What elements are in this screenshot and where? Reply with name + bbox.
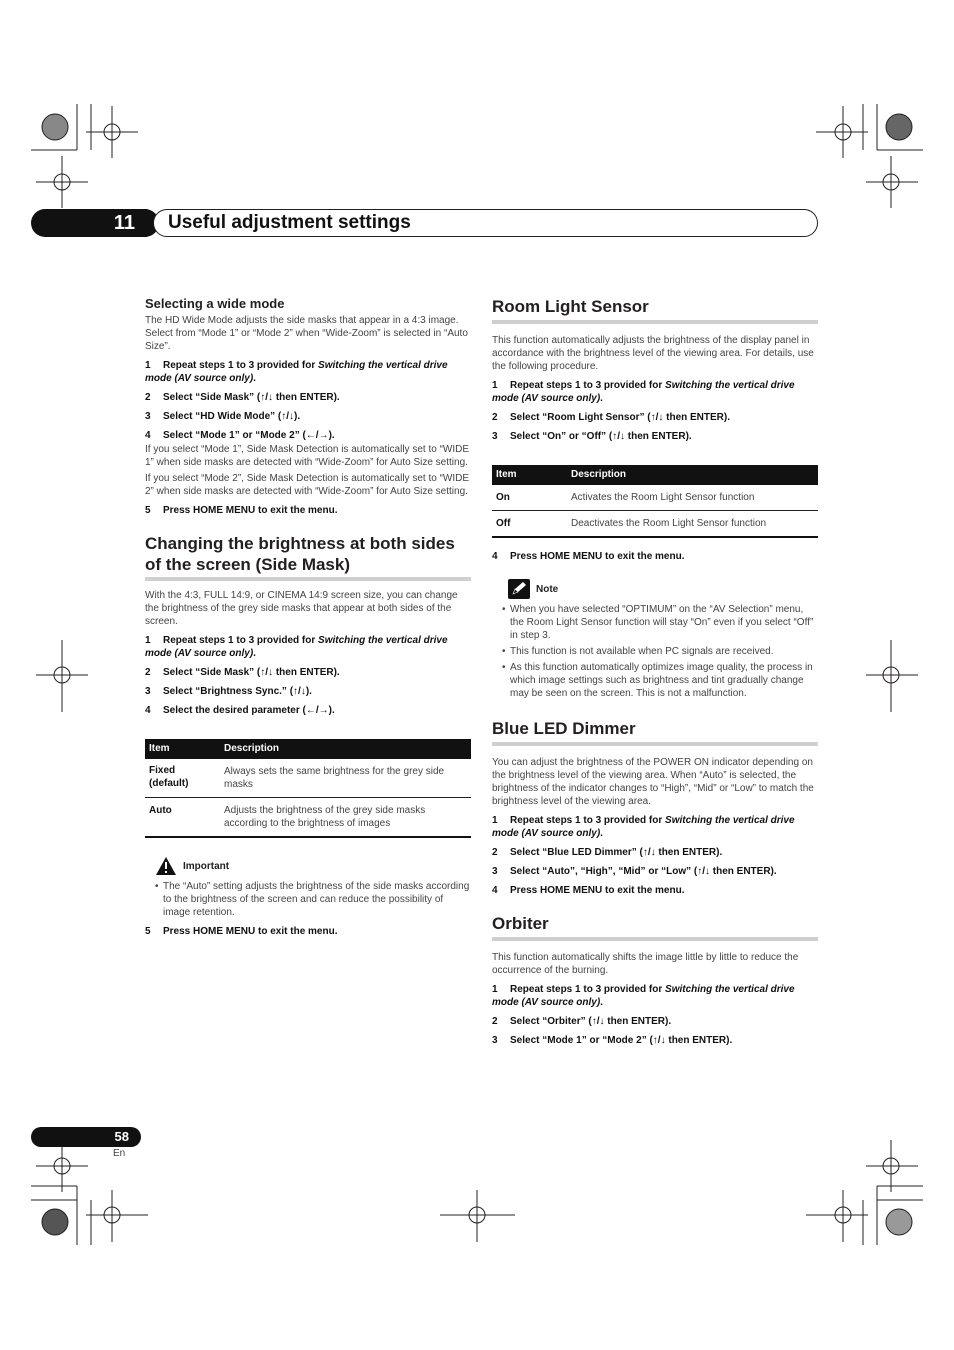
cross-reference: Switching the vertical drive mode (AV source only): [145, 360, 448, 384]
important-bullet: • The “Auto” setting adjusts the brightness of the side masks according to the brightness of the screen and can reduce the possibility of image retention.: [145, 880, 471, 919]
important-heading: [145, 856, 471, 876]
step: 2 Select “Room Light Sensor” (↑/↓ then ENTER).: [492, 412, 731, 423]
orbiter-heading: Orbiter: [492, 913, 818, 941]
table-header: Description: [220, 739, 471, 759]
note-heading: [492, 579, 818, 599]
room-light-heading: Room Light Sensor: [492, 296, 818, 324]
room-light-section: [492, 296, 818, 700]
orbiter-intro: This function automatically shifts the image little by little to reduce the occurrence of the burning.: [492, 952, 799, 976]
step: 3 Select “Mode 1” or “Mode 2” (↑/↓ then ENTER).: [492, 1035, 733, 1046]
step: 2 Select “Orbiter” (↑/↓ then ENTER).: [492, 1016, 672, 1027]
table-cell: Activates the Room Light Sensor function: [567, 485, 818, 511]
step: 2 Select “Side Mask” (↑/↓ then ENTER).: [145, 667, 340, 678]
table-cell: Always sets the same brightness for the grey side masks: [220, 759, 471, 798]
page-language: En: [113, 1148, 126, 1159]
step: 3 Select “On” or “Off” (↑/↓ then ENTER).: [492, 431, 692, 442]
step: 3 Select “Auto”, “High”, “Mid” or “Low” (↑/↓ then ENTER).: [492, 866, 777, 877]
table-header: Item: [492, 465, 567, 485]
left-column: [145, 296, 471, 944]
table-cell: Auto: [145, 798, 220, 838]
chapter-number: 11: [31, 209, 147, 237]
cross-reference: Switching the vertical drive mode (AV source only): [492, 815, 795, 839]
table-header-row: [145, 739, 471, 759]
right-column: [492, 296, 818, 1053]
room-light-table: [492, 465, 818, 538]
table-row: [492, 511, 818, 538]
step: 1 Repeat steps 1 to 3 provided for Switching the vertical drive mode (AV source only).: [145, 360, 448, 384]
warning-icon: [155, 856, 177, 876]
step: 5 Press HOME MENU to exit the menu.: [145, 926, 338, 937]
step: 1 Repeat steps 1 to 3 provided for Switching the vertical drive mode (AV source only).: [492, 984, 795, 1008]
wide-mode-intro: The HD Wide Mode adjusts the side masks that appear in a 4:3 image. Select from “Mode 1” or “Mode 2” when “Wide-Zoom” is selected in “Auto Size”.: [145, 315, 468, 352]
note-pencil-icon: [508, 579, 530, 599]
cross-reference: Switching the vertical drive mode (AV source only): [145, 635, 448, 659]
table-cell: Adjusts the brightness of the grey side masks according to the brightness of images: [220, 798, 471, 838]
important-label: Important: [183, 860, 230, 872]
step: 3 Select “Brightness Sync.” (↑/↓).: [145, 686, 312, 697]
note-bullet: • This function is not available when PC signals are received.: [492, 645, 818, 658]
step: 4 Press HOME MENU to exit the menu.: [492, 885, 685, 896]
side-mask-heading: Changing the brightness at both sides of the screen (Side Mask): [145, 533, 471, 581]
blue-led-heading: Blue LED Dimmer: [492, 718, 818, 746]
step: 4 Select “Mode 1” or “Mode 2” (←/→).: [145, 430, 335, 441]
cross-reference: Switching the vertical drive mode (AV source only): [492, 984, 795, 1008]
table-cell: Deactivates the Room Light Sensor function: [567, 511, 818, 538]
page-number: 58: [31, 1127, 141, 1147]
side-mask-section: [145, 533, 471, 938]
cross-reference: Switching the vertical drive mode (AV source only): [492, 380, 795, 404]
table-header: Item: [145, 739, 220, 759]
wide-mode-para1: If you select “Mode 1”, Side Mask Detection is automatically set to “WIDE 1” when side masks are detected with “Wide-Zoom” for Auto Size setting.: [145, 444, 470, 468]
step: 5 Press HOME MENU to exit the menu.: [145, 505, 338, 516]
table-row: [145, 798, 471, 838]
wide-mode-para2: If you select “Mode 2”, Side Mask Detection is automatically set to “WIDE 2” when side masks are detected with “Wide-Zoom” for Auto Size setting.: [145, 473, 470, 497]
step: 4 Press HOME MENU to exit the menu.: [492, 551, 685, 562]
step: 1 Repeat steps 1 to 3 provided for Switching the vertical drive mode (AV source only).: [492, 380, 795, 404]
blue-led-section: [492, 718, 818, 897]
room-light-intro: This function automatically adjusts the brightness of the display panel in accordance with the brightness level of the viewing area. For details, use the following procedure.: [492, 335, 814, 372]
step: 1 Repeat steps 1 to 3 provided for Switching the vertical drive mode (AV source only).: [145, 635, 448, 659]
table-row: [145, 759, 471, 798]
table-row: [492, 485, 818, 511]
chapter-title: Useful adjustment settings: [168, 212, 411, 233]
side-mask-table: [145, 739, 471, 838]
table-cell: Off: [492, 511, 567, 538]
table-header-row: [492, 465, 818, 485]
step: 2 Select “Side Mask” (↑/↓ then ENTER).: [145, 392, 340, 403]
wide-mode-section: [145, 296, 471, 517]
table-header: Description: [567, 465, 818, 485]
table-cell: Fixed (default): [145, 759, 220, 798]
step: 2 Select “Blue LED Dimmer” (↑/↓ then ENTER).: [492, 847, 723, 858]
wide-mode-heading: Selecting a wide mode: [145, 296, 285, 311]
note-bullet: • When you have selected “OPTIMUM” on the “AV Selection” menu, the Room Light Sensor function will stay “On” even if you select “Off” in step 3.: [492, 603, 818, 642]
note-label: Note: [536, 583, 559, 595]
side-mask-intro: With the 4:3, FULL 14:9, or CINEMA 14:9 screen size, you can change the brightness of the grey side masks that appear at both sides of the screen.: [145, 590, 458, 627]
orbiter-section: [492, 913, 818, 1047]
step: 4 Select the desired parameter (←/→).: [145, 705, 335, 716]
blue-led-intro: You can adjust the brightness of the POWER ON indicator depending on the brightness level of the viewing area. When “Auto” is selected, the brightness of the indicator changes to “High”, “Mid” or “Low” to match the brightness level of the viewing area.: [492, 757, 814, 807]
note-bullet: • As this function automatically optimizes image quality, the process in which image settings such as brightness and tint gradually change may be seen on the screen. This is not a malfunction.: [492, 661, 818, 700]
step: 3 Select “HD Wide Mode” (↑/↓).: [145, 411, 301, 422]
table-cell: On: [492, 485, 567, 511]
step: 1 Repeat steps 1 to 3 provided for Switching the vertical drive mode (AV source only).: [492, 815, 795, 839]
